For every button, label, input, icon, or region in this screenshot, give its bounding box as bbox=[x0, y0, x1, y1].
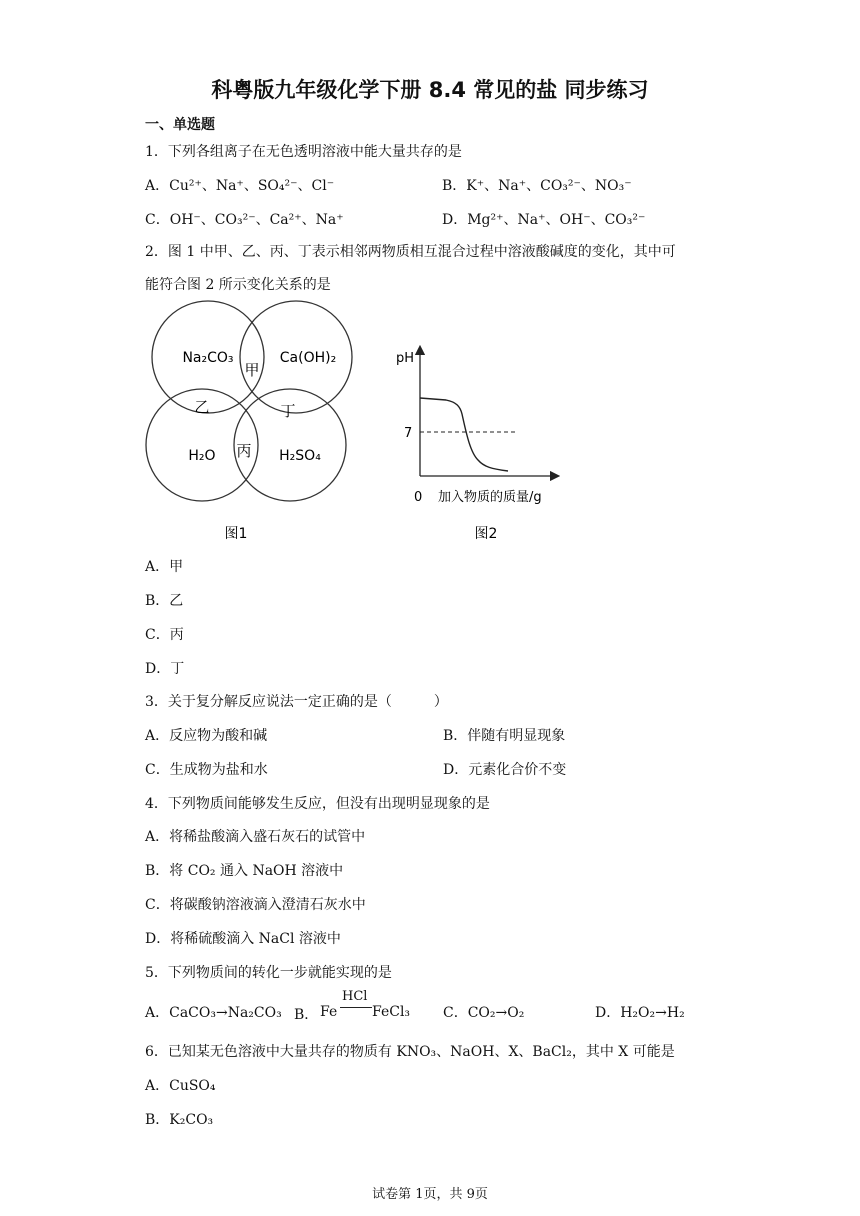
region-jia: 甲 bbox=[244, 361, 260, 379]
q5-option-b-to: FeCl₃ bbox=[372, 1004, 411, 1020]
q4-option-d: D．将稀硫酸滴入 NaCl 溶液中 bbox=[145, 931, 341, 947]
q5-option-c: C．CO₂→O₂ bbox=[443, 1005, 525, 1021]
figure-1-caption: 图1 bbox=[224, 526, 248, 542]
q1-option-b: B．K⁺、Na⁺、CO₃²⁻、NO₃⁻ bbox=[442, 178, 632, 194]
q3-stem: 3．关于复分解反应说法一定正确的是（ ） bbox=[145, 694, 448, 710]
q2-stem-line2: 能符合图 2 所示变化关系的是 bbox=[145, 277, 331, 293]
q5-option-b bbox=[294, 990, 434, 1026]
q5-option-a: A．CaCO₃→Na₂CO₃ bbox=[145, 1005, 282, 1021]
q2-option-d: D．丁 bbox=[145, 661, 185, 677]
q4-option-a: A．将稀盐酸滴入盛石灰石的试管中 bbox=[145, 829, 366, 845]
label-h2o: H₂O bbox=[188, 448, 216, 464]
q5-option-b-label: B． bbox=[294, 1007, 319, 1023]
label-h2so4: H₂SO₄ bbox=[279, 448, 321, 464]
q5-option-d: D．H₂O₂→H₂ bbox=[595, 1005, 685, 1021]
q1-stem: 1．下列各组离子在无色透明溶液中能大量共存的是 bbox=[145, 144, 462, 160]
q4-option-c: C．将碳酸钠溶液滴入澄清石灰水中 bbox=[145, 897, 366, 913]
q5-option-b-from: Fe bbox=[320, 1004, 338, 1020]
q6-stem: 6．已知某无色溶液中大量共存的物质有 KNO₃、NaOH、X、BaCl₂，其中 X 可能是 bbox=[145, 1044, 675, 1060]
figure-2-caption: 图2 bbox=[474, 526, 498, 542]
q5-stem: 5．下列物质间的转化一步就能实现的是 bbox=[145, 965, 392, 981]
label-caoh2: Ca(OH)₂ bbox=[279, 350, 337, 366]
region-bing: 丙 bbox=[236, 442, 252, 460]
q2-option-a: A．甲 bbox=[145, 559, 184, 575]
q1-option-d: D．Mg²⁺、Na⁺、OH⁻、CO₃²⁻ bbox=[442, 212, 646, 228]
ph-curve bbox=[420, 398, 508, 471]
q2-option-c: C．丙 bbox=[145, 627, 184, 643]
q6-option-a: A．CuSO₄ bbox=[145, 1078, 216, 1094]
q1-option-a: A．Cu²⁺、Na⁺、SO₄²⁻、Cl⁻ bbox=[145, 178, 335, 194]
x-axis-label: 加入物质的质量/g bbox=[438, 490, 542, 505]
q6-option-b: B．K₂CO₃ bbox=[145, 1112, 214, 1128]
q1-option-c: C．OH⁻、CO₃²⁻、Ca²⁺、Na⁺ bbox=[145, 212, 344, 228]
y-axis-label: pH bbox=[396, 351, 415, 366]
region-yi: 乙 bbox=[194, 398, 210, 416]
q3-option-c: C．生成物为盐和水 bbox=[145, 762, 268, 778]
q3-option-d: D．元素化合价不变 bbox=[443, 762, 567, 778]
q4-option-b: B．将 CO₂ 通入 NaOH 溶液中 bbox=[145, 863, 344, 879]
q3-option-a: A．反应物为酸和碱 bbox=[145, 728, 268, 744]
figure-2-ph-graph bbox=[390, 340, 590, 550]
origin-label: 0 bbox=[414, 490, 423, 505]
q4-stem: 4．下列物质间能够发生反应，但没有出现明显现象的是 bbox=[145, 796, 490, 812]
page-title: 科粤版九年级化学下册 8.4 常见的盐 同步练习 bbox=[211, 78, 649, 102]
q5-option-b-arrow-line bbox=[340, 1007, 372, 1008]
q2-stem-line1: 2．图 1 中甲、乙、丙、丁表示相邻两物质相互混合过程中溶液酸碱度的变化，其中可 bbox=[145, 244, 676, 260]
figure-1-venn-diagram bbox=[140, 300, 360, 550]
section-heading: 一、单选题 bbox=[145, 117, 215, 133]
region-ding: 丁 bbox=[280, 402, 296, 420]
page-footer: 试卷第 1页，共 9页 bbox=[372, 1187, 488, 1202]
q5-option-b-condition: HCl bbox=[342, 989, 368, 1004]
q3-option-b: B．伴随有明显现象 bbox=[443, 728, 566, 744]
tick-label-7: 7 bbox=[404, 426, 413, 441]
label-na2co3: Na₂CO₃ bbox=[182, 350, 234, 366]
q2-option-b: B．乙 bbox=[145, 593, 184, 609]
